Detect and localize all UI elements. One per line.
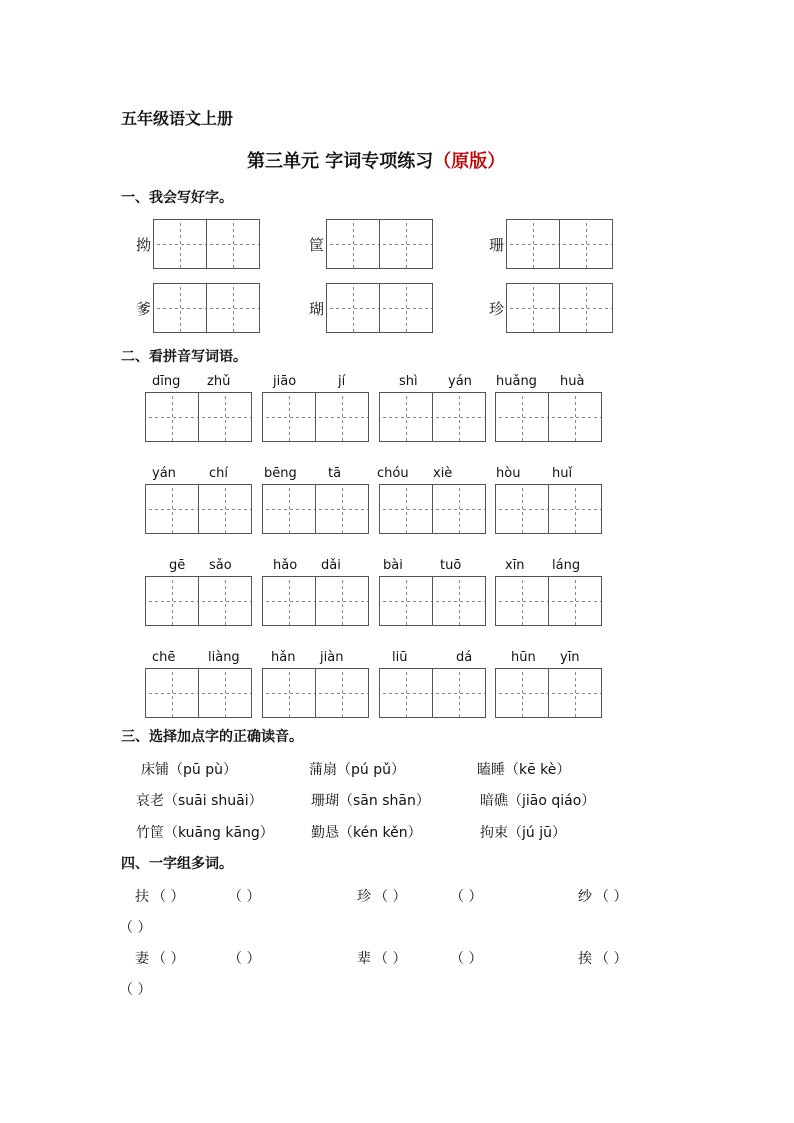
pinyin-label: dá xyxy=(456,650,473,665)
answer-blank[interactable]: （ ） xyxy=(119,920,152,936)
answer-blank[interactable]: （ ） xyxy=(152,951,185,967)
pinyin-label: bēng xyxy=(264,466,297,481)
pinyin-label: xīn xyxy=(505,558,525,573)
tianzige-pair[interactable] xyxy=(506,219,613,269)
section2-heading: 二、看拼音写词语。 xyxy=(121,349,247,365)
answer-blank[interactable]: （ ） xyxy=(119,982,152,998)
writing-char: 筐 xyxy=(309,236,325,254)
tianzige-pair[interactable] xyxy=(153,219,260,269)
pinyin-label: huà xyxy=(560,374,585,389)
tianzige-pair[interactable] xyxy=(495,484,602,534)
compound-char: 纱 xyxy=(578,889,592,905)
pinyin-label: hǎn xyxy=(271,650,296,665)
pinyin-label: xiè xyxy=(433,466,453,481)
compound-char: 珍 xyxy=(357,889,371,905)
tianzige-pair[interactable] xyxy=(262,576,369,626)
tianzige-pair[interactable] xyxy=(145,576,252,626)
reading-choice[interactable]: 哀老（suāi shuāi） xyxy=(136,793,263,809)
pinyin-label: shì xyxy=(399,374,418,389)
writing-char: 珍 xyxy=(489,300,505,318)
pinyin-label: hòu xyxy=(496,466,521,481)
compound-char: 扶 xyxy=(135,889,149,905)
pinyin-label: yán xyxy=(152,466,176,481)
reading-choice[interactable]: 勤恳（kén kěn） xyxy=(311,825,422,841)
tianzige-pair[interactable] xyxy=(153,283,260,333)
compound-char: 挨 xyxy=(578,951,592,967)
pinyin-label: jí xyxy=(338,374,346,389)
pinyin-label: hūn xyxy=(511,650,536,665)
pinyin-label: huǐ xyxy=(552,466,573,481)
reading-choice[interactable]: 竹筐（kuāng kāng） xyxy=(136,825,274,841)
reading-choice[interactable]: 拘束（jú jū） xyxy=(480,825,566,841)
tianzige-pair[interactable] xyxy=(326,219,433,269)
answer-blank[interactable]: （ ） xyxy=(374,889,407,905)
tianzige-pair[interactable] xyxy=(495,576,602,626)
tianzige-pair[interactable] xyxy=(145,668,252,718)
pinyin-label: chí xyxy=(209,466,228,481)
tianzige-pair[interactable] xyxy=(145,484,252,534)
answer-blank[interactable]: （ ） xyxy=(228,889,261,905)
tianzige-pair[interactable] xyxy=(326,283,433,333)
tianzige-pair[interactable] xyxy=(379,484,486,534)
pinyin-label: láng xyxy=(552,558,581,573)
pinyin-label: huǎng xyxy=(496,374,537,389)
pinyin-label: gē xyxy=(169,558,186,573)
answer-blank[interactable]: （ ） xyxy=(450,951,483,967)
reading-choice[interactable]: 瞌睡（kē kè） xyxy=(477,762,571,778)
writing-char: 拗 xyxy=(136,236,152,254)
tianzige-pair[interactable] xyxy=(379,668,486,718)
tianzige-pair[interactable] xyxy=(262,484,369,534)
pinyin-label: jiàn xyxy=(320,650,344,665)
tianzige-pair[interactable] xyxy=(262,668,369,718)
reading-choice[interactable]: 暗礁（jiāo qiáo） xyxy=(480,793,596,809)
reading-choice[interactable]: 床铺（pū pù） xyxy=(141,762,237,778)
answer-blank[interactable]: （ ） xyxy=(374,951,407,967)
grade-label: 五年级语文上册 xyxy=(121,109,234,128)
pinyin-label: dīng xyxy=(152,374,181,389)
reading-choice[interactable]: 珊瑚（sān shān） xyxy=(311,793,430,809)
writing-char: 瑚 xyxy=(309,300,325,318)
tianzige-pair[interactable] xyxy=(495,668,602,718)
section4-heading: 四、一字组多词。 xyxy=(121,856,233,872)
title-main: 第三单元 字词专项练习 xyxy=(247,151,434,172)
pinyin-label: bài xyxy=(383,558,403,573)
pinyin-label: yīn xyxy=(560,650,580,665)
tianzige-pair[interactable] xyxy=(145,392,252,442)
pinyin-label: hǎo xyxy=(273,558,298,573)
writing-char: 珊 xyxy=(489,236,505,254)
pinyin-label: jiāo xyxy=(273,374,297,389)
compound-char: 妻 xyxy=(135,951,149,967)
answer-blank[interactable]: （ ） xyxy=(152,889,185,905)
pinyin-label: chóu xyxy=(377,466,409,481)
section1-heading: 一、我会写好字。 xyxy=(121,190,233,206)
answer-blank[interactable]: （ ） xyxy=(595,889,628,905)
pinyin-label: tā xyxy=(328,466,342,481)
pinyin-label: zhǔ xyxy=(207,374,231,389)
pinyin-label: tuō xyxy=(440,558,462,573)
reading-choice[interactable]: 蒲扇（pú pǔ） xyxy=(309,762,405,778)
pinyin-label: liū xyxy=(392,650,408,665)
tianzige-pair[interactable] xyxy=(262,392,369,442)
pinyin-label: yán xyxy=(448,374,472,389)
tianzige-pair[interactable] xyxy=(506,283,613,333)
pinyin-label: dǎi xyxy=(321,558,341,573)
answer-blank[interactable]: （ ） xyxy=(228,951,261,967)
tianzige-pair[interactable] xyxy=(379,392,486,442)
title-tag: （原版） xyxy=(433,151,506,172)
pinyin-label: chē xyxy=(152,650,176,665)
tianzige-pair[interactable] xyxy=(495,392,602,442)
pinyin-label: liàng xyxy=(208,650,240,665)
pinyin-label: sǎo xyxy=(209,558,232,573)
answer-blank[interactable]: （ ） xyxy=(595,951,628,967)
answer-blank[interactable]: （ ） xyxy=(450,889,483,905)
section3-heading: 三、选择加点字的正确读音。 xyxy=(121,729,303,745)
writing-char: 爹 xyxy=(136,300,152,318)
tianzige-pair[interactable] xyxy=(379,576,486,626)
compound-char: 辈 xyxy=(357,951,371,967)
page-title xyxy=(247,147,505,173)
